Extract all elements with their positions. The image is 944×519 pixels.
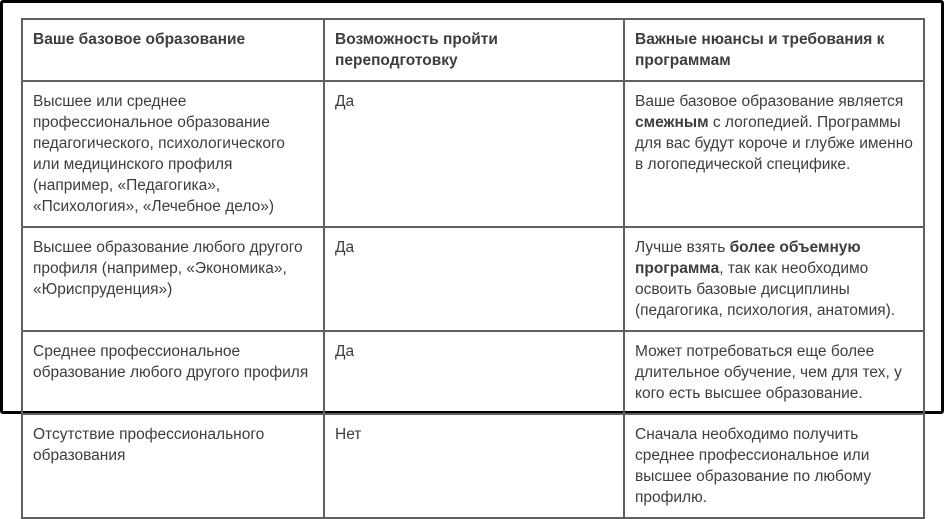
nuance-text: Сначала необходимо получить среднее профессиональное или высшее образование по любому профилю.	[635, 426, 872, 506]
table-body	[22, 81, 924, 518]
nuance-text: Ваше базовое образование является	[635, 93, 904, 110]
nuance-text-bold: более объемную программа	[635, 239, 861, 277]
header-education: Ваше базовое образование	[22, 19, 324, 81]
nuance-text: Может потребоваться еще более длительное обучение, чем для тех, у кого есть высшее образование.	[635, 343, 902, 402]
education-retraining-table	[21, 18, 925, 519]
table-row	[22, 414, 924, 518]
header-nuances: Важные нюансы и требования к программам	[624, 19, 924, 81]
cell-possibility: Да	[324, 331, 624, 414]
header-row	[22, 19, 924, 81]
table-row	[22, 227, 924, 331]
cell-nuances	[624, 81, 924, 227]
cell-education: Среднее профессиональное образование любого другого профиля	[22, 331, 324, 414]
table-row	[22, 331, 924, 414]
cell-education: Высшее образование любого другого профиля (например, «Экономика», «Юриспруденция»)	[22, 227, 324, 331]
cell-education: Отсутствие профессионального образования	[22, 414, 324, 518]
nuance-text: с логопедией. Программы для вас будут короче и глубже именно в логопедической специфике.	[635, 114, 913, 173]
cell-possibility: Да	[324, 227, 624, 331]
nuance-text-bold: смежным	[635, 114, 709, 131]
cell-nuances	[624, 227, 924, 331]
cell-nuances	[624, 414, 924, 518]
cell-possibility: Да	[324, 81, 624, 227]
cell-possibility: Нет	[324, 414, 624, 518]
nuance-text: , так как необходимо освоить базовые дисциплины (педагогика, психология, анатомия).	[635, 260, 896, 319]
header-possibility: Возможность пройти переподготовку	[324, 19, 624, 81]
cell-nuances	[624, 331, 924, 414]
nuance-text: Лучше взять	[635, 239, 730, 256]
table-row	[22, 81, 924, 227]
cell-education: Высшее или среднее профессиональное образование педагогического, психологического или медицинского профиля (например, «Педагогика», «Психология», «Лечебное дело»)	[22, 81, 324, 227]
